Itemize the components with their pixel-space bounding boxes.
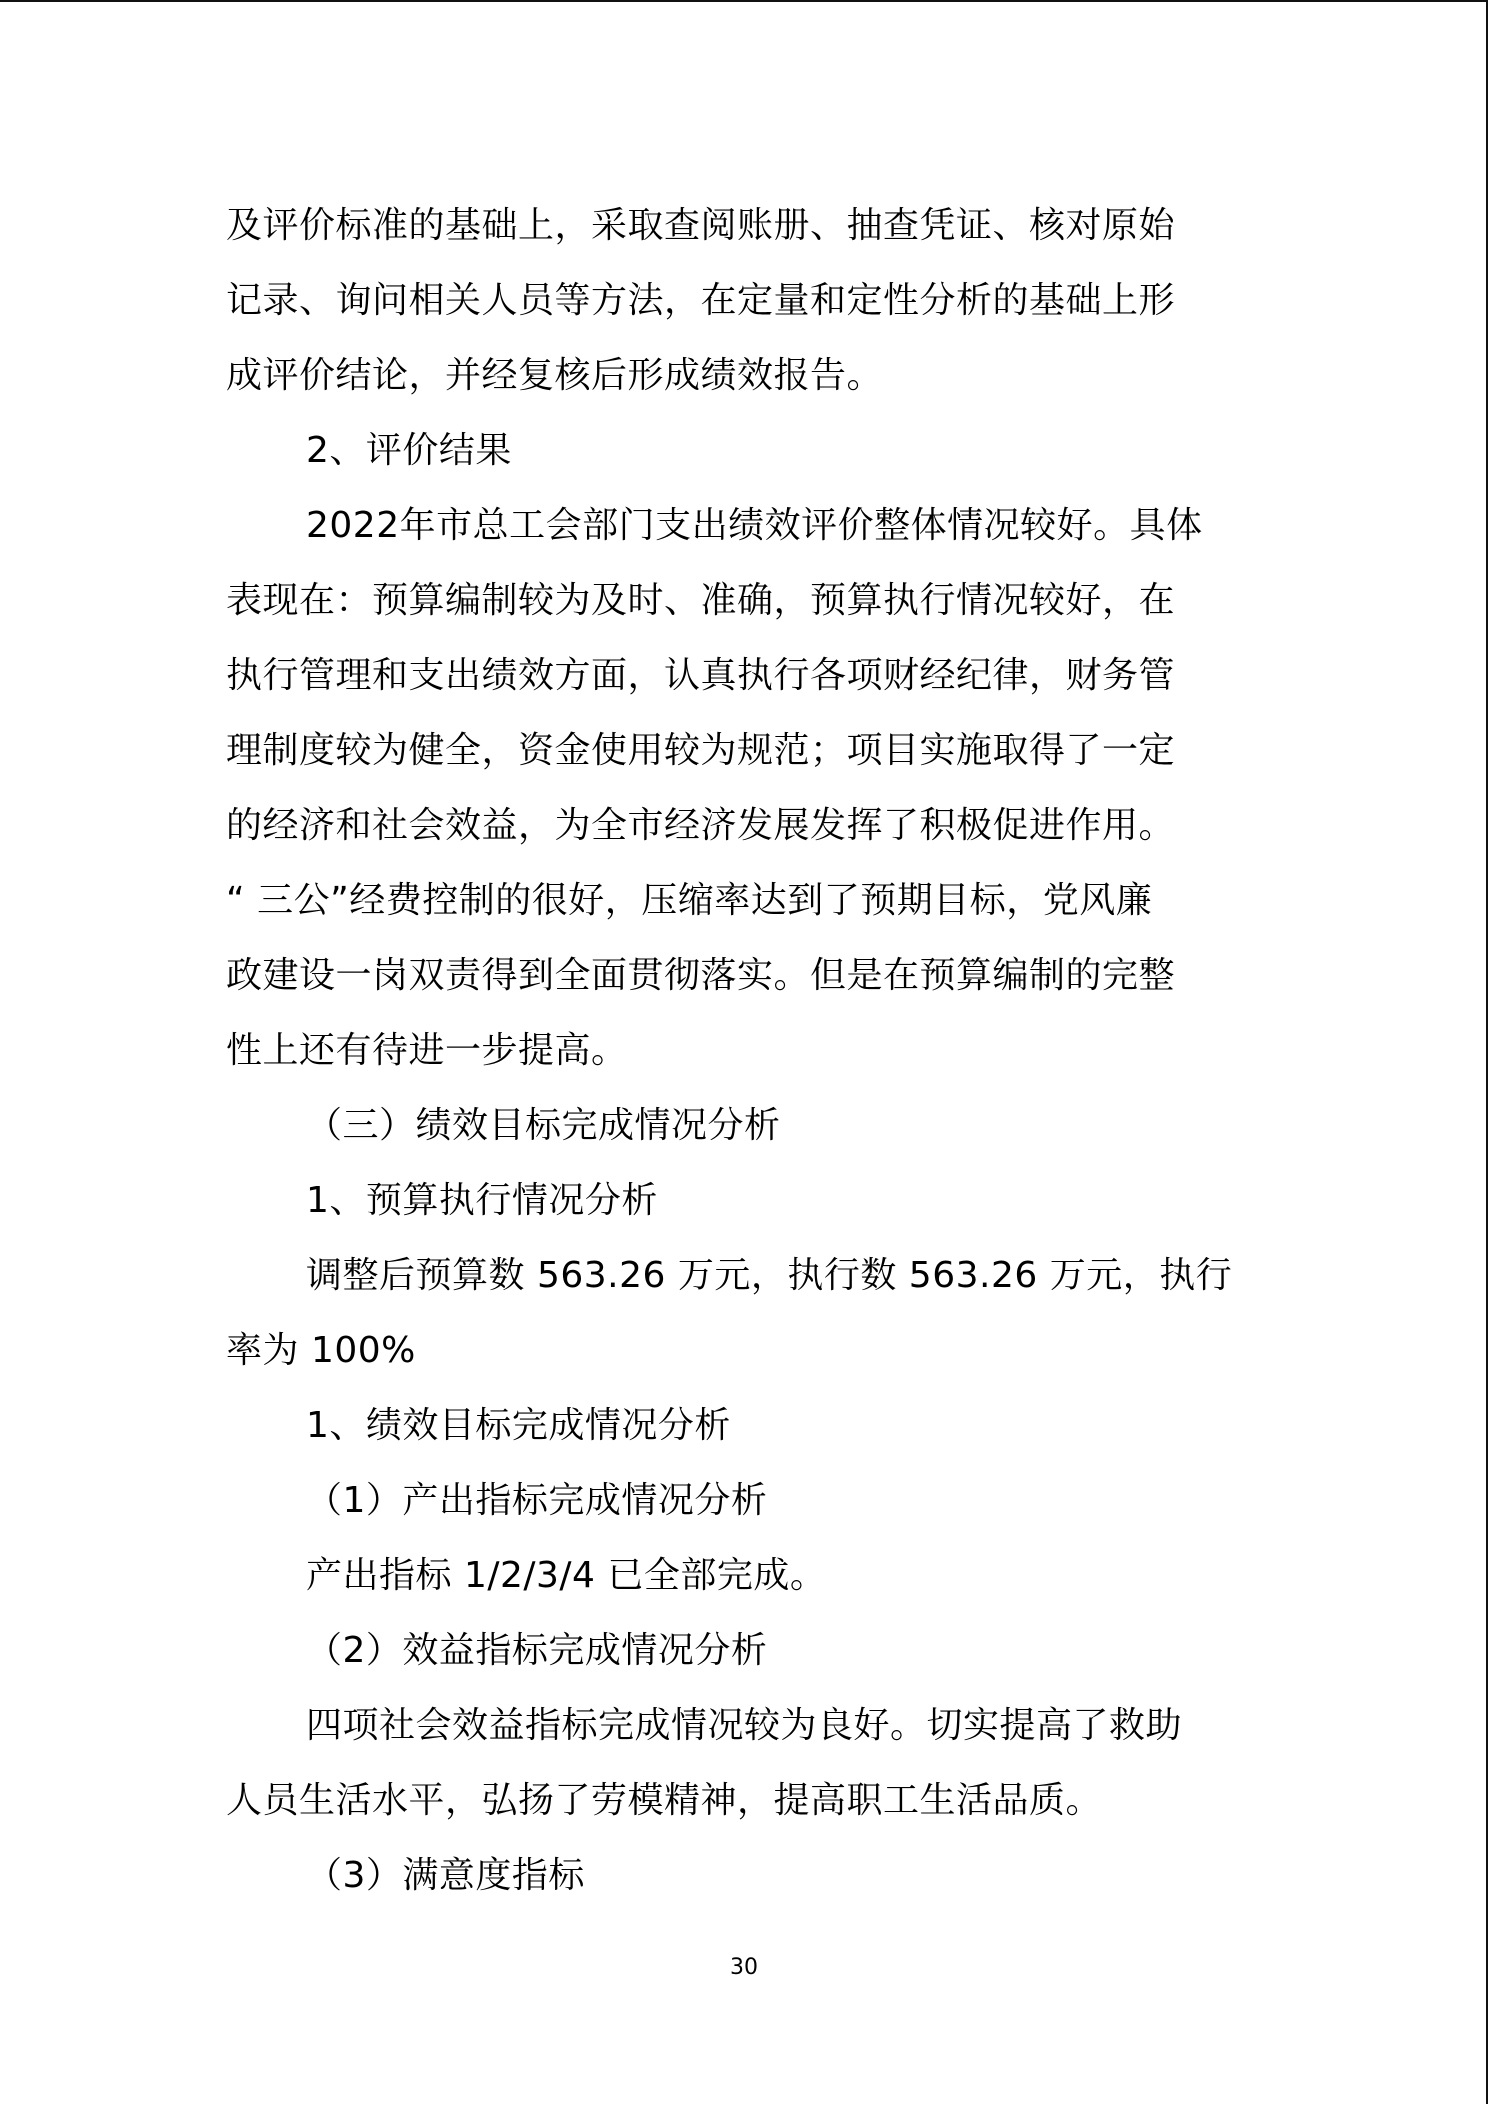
section-heading: 1、预算执行情况分析 — [306, 1180, 658, 1221]
section-heading: （1）产出指标完成情况分析 — [306, 1480, 768, 1521]
text-line: 调整后预算数 563.26 万元，执行数 563.26 万元，执行 — [306, 1255, 1233, 1296]
text-line: 性上还有待进一步提高。 — [226, 1030, 628, 1071]
text-line: 记录、询问相关人员等方法，在定量和定性分析的基础上形 — [226, 280, 1176, 321]
text-line: 政建设一岗双责得到全面贯彻落实。但是在预算编制的完整 — [226, 955, 1176, 996]
text-line: 产出指标 1/2/3/4 已全部完成。 — [306, 1555, 827, 1596]
page-top-border — [0, 0, 1488, 2]
section-heading: 1、绩效目标完成情况分析 — [306, 1405, 731, 1446]
text-line: 四项社会效益指标完成情况较为良好。切实提高了救助 — [306, 1705, 1183, 1746]
section-heading: （3）满意度指标 — [306, 1855, 585, 1896]
text-line: 理制度较为健全，资金使用较为规范；项目实施取得了一定 — [226, 730, 1176, 771]
page-number: 30 — [730, 1955, 758, 1980]
section-heading: （2）效益指标完成情况分析 — [306, 1630, 768, 1671]
text-line: 率为 100% — [226, 1330, 416, 1371]
text-line: 的经济和社会效益，为全市经济发展发挥了积极促进作用。 — [226, 805, 1176, 846]
text-line: 及评价标准的基础上，采取查阅账册、抽查凭证、核对原始 — [226, 205, 1176, 246]
text-line: “ 三公”经费控制的很好，压缩率达到了预期目标，党风廉 — [226, 880, 1153, 921]
text-line: 执行管理和支出绩效方面，认真执行各项财经纪律，财务管 — [226, 655, 1176, 696]
text-line: 人员生活水平，弘扬了劳模精神，提高职工生活品质。 — [226, 1780, 1103, 1821]
section-heading: （三）绩效目标完成情况分析 — [306, 1105, 781, 1146]
text-line: 成评价结论，并经复核后形成绩效报告。 — [226, 355, 884, 396]
text-line: 2022年市总工会部门支出绩效评价整体情况较好。具体 — [306, 505, 1203, 546]
text-line: 表现在：预算编制较为及时、准确，预算执行情况较好，在 — [226, 580, 1176, 621]
section-heading: 2、评价结果 — [306, 430, 512, 471]
